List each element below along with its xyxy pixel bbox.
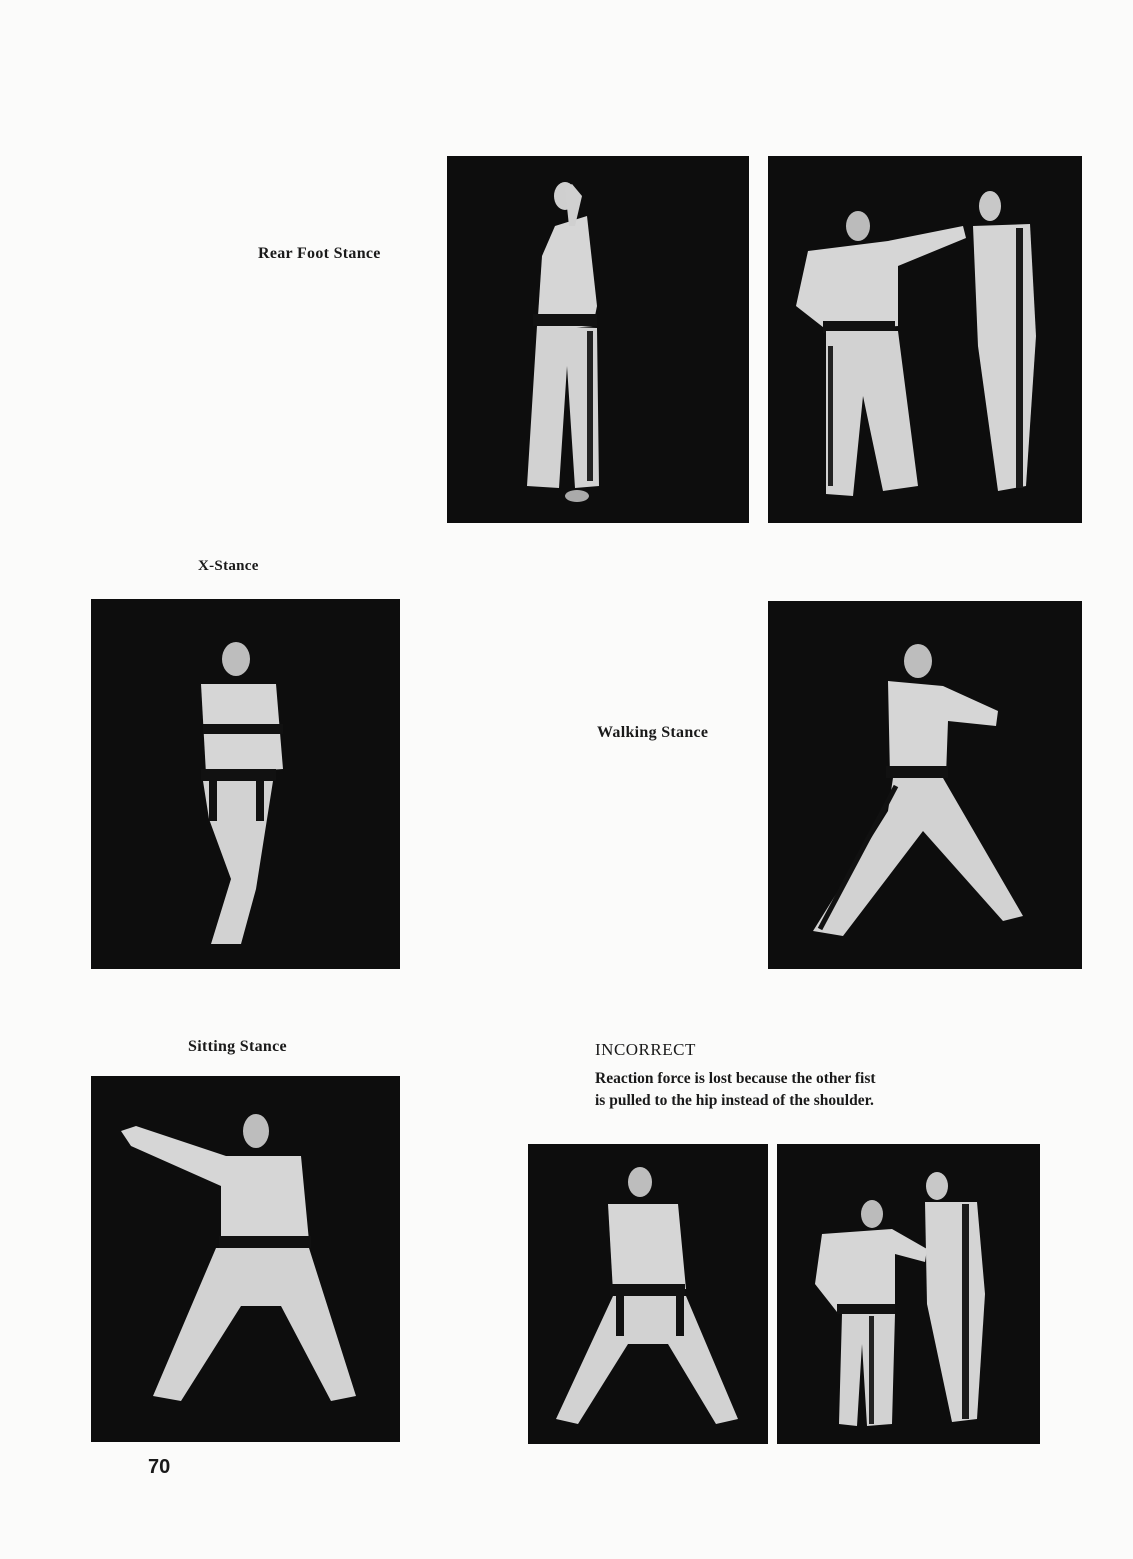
- caption-walking-stance: Walking Stance: [597, 724, 709, 741]
- photo-x-stance: [91, 599, 400, 969]
- figure-incorrect-stance-icon: [528, 1144, 768, 1444]
- caption-x-stance: X-Stance: [198, 558, 259, 574]
- caption-rear-foot-stance: Rear Foot Stance: [258, 245, 381, 262]
- caption-sitting-stance: Sitting Stance: [188, 1038, 287, 1055]
- photo-sitting-stance: [91, 1076, 400, 1442]
- figure-x-stance-icon: [91, 599, 400, 969]
- figure-sitting-stance-icon: [91, 1076, 400, 1442]
- figures-incorrect-sparring-icon: [777, 1144, 1040, 1444]
- incorrect-line-1: Reaction force is lost because the other fist: [595, 1070, 876, 1087]
- page-number: 70: [148, 1456, 171, 1478]
- figure-punch-up-icon: [447, 156, 749, 523]
- incorrect-heading: INCORRECT: [595, 1040, 696, 1059]
- figures-sparring-icon: [768, 156, 1082, 523]
- incorrect-line-2: is pulled to the hip instead of the shoulder.: [595, 1092, 874, 1109]
- photo-incorrect-solo: [528, 1144, 768, 1444]
- photo-incorrect-partner: [777, 1144, 1040, 1444]
- figure-walking-stance-icon: [768, 601, 1082, 969]
- photo-rear-foot-stance-solo: [447, 156, 749, 523]
- photo-walking-stance: [768, 601, 1082, 969]
- incorrect-explanation: [595, 1068, 1025, 1112]
- photo-rear-foot-stance-partner: [768, 156, 1082, 523]
